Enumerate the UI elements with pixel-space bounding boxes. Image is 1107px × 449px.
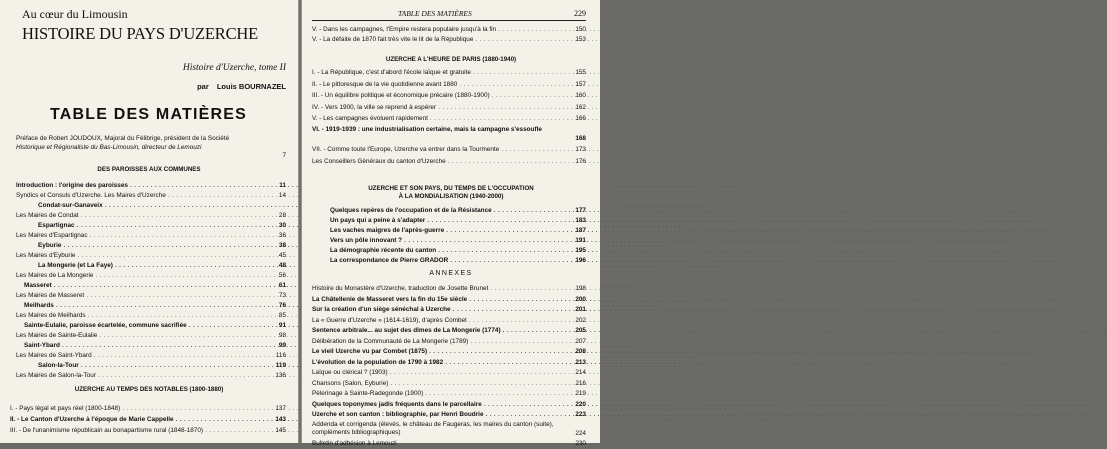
toc-entry-page: 207 — [575, 337, 586, 345]
toc-entry — [312, 126, 586, 144]
toc-entry-page: 136 — [275, 372, 286, 379]
toc-entry — [330, 206, 586, 216]
toc-entry — [312, 379, 586, 389]
running-header: TABLE DES MATIÈRES — [398, 9, 472, 18]
toc-entry-page: 177 — [575, 207, 586, 214]
toc-entry-title: Uzerche et son canton : bibliographie, par Henri Boudrie . . . — [312, 410, 572, 420]
toc-entry-page: 216 — [575, 379, 586, 387]
toc-entry-title: IV. - Vers 1900, la ville se reprend à espérer . . . — [312, 103, 572, 113]
toc-entry — [312, 439, 586, 449]
toc-entry-title: II. - Le pittoresque de la vie quotidienne avant 1880 . . . — [312, 80, 572, 90]
toc-entry — [312, 68, 586, 78]
toc-entry-title: Les Maires d'Eyburie . . . — [16, 251, 272, 261]
toc-entry — [16, 291, 286, 301]
toc-entry-page: 198 — [575, 285, 586, 292]
toc-entry-page: 14 — [278, 192, 286, 199]
toc-entry — [312, 337, 586, 347]
toc-entry — [16, 251, 286, 261]
toc-entry-page: 162 — [575, 103, 586, 111]
toc-entry-title: La Mongerie (et La Faye) . . . — [38, 261, 272, 271]
toc-entry-title: Sur la création d'un siège sénéchal à Uzerche . . . — [312, 305, 572, 315]
toc-entry-page: 38 — [278, 242, 286, 249]
header-rule — [312, 20, 586, 21]
section-heading-heure: UZERCHE A L'HEURE DE PARIS (1880-1940) — [385, 56, 517, 63]
toc-entry — [312, 421, 586, 439]
toc-entry — [16, 371, 286, 381]
section-heading-annexes: ANNEXES — [429, 270, 473, 277]
toc-entry-title: Les vaches maigres de l'après-guerre . . . — [330, 226, 572, 236]
toc-entry — [312, 35, 586, 45]
toc-entry-title: Syndics et Consuls d'Uzerche. Les Maires d'Uzerche . . . — [16, 191, 272, 201]
toc-entry-page: 48 — [278, 262, 286, 269]
toc-entry-page: 98 — [278, 332, 286, 339]
book-title: HISTOIRE DU PAYS D'UZERCHE — [22, 24, 258, 43]
toc-entry-page: 157 — [575, 80, 586, 88]
toc-entry-page: 219 — [575, 390, 586, 397]
toc-entry-page: 214 — [575, 369, 586, 376]
toc-entry — [312, 400, 586, 410]
section-heading-occupation-line-2: À LA MONDIALISATION (1940-2000) — [398, 193, 504, 200]
series-title: Au cœur du Limousin — [22, 7, 128, 21]
toc-entry — [16, 261, 286, 271]
toc-entry-title: Bulletin d'adhésion à Lemouzi . . . — [312, 439, 572, 449]
toc-entry — [16, 231, 286, 241]
toc-entry — [312, 157, 586, 167]
toc-entry — [312, 326, 586, 336]
preface-entry — [16, 135, 278, 152]
toc-entry — [312, 316, 586, 326]
toc-entry — [16, 211, 286, 221]
toc-entry-title: V. - La défaite de 1870 fait très vite le lit de la République . . . — [312, 35, 572, 45]
toc-entry-title: La Châtellenie de Masseret vers la fin du 15e siècle . . . — [312, 295, 572, 305]
toc-entry-page: 73 — [278, 292, 286, 299]
toc-entry-page: 223 — [575, 411, 586, 418]
toc-entry-title: III. - De l'unanimisme républicain au bonapartisme rural (1848-1870) . . . — [10, 426, 272, 436]
toc-entry — [16, 301, 286, 311]
toc-entry-title: VI. - 1919-1939 : une industrialisation certaine, mais la campagne s'essoufle — [312, 125, 542, 133]
toc-entry — [330, 246, 586, 256]
toc-entry-title: VII. - Comme toute l'Europe, Uzerche va entrer dans la Tourmente . . . — [312, 145, 572, 155]
toc-entry — [330, 236, 586, 246]
toc-entry-page: 137 — [275, 405, 286, 412]
author-name: Louis BOURNAZEL — [216, 82, 286, 91]
preface-line-1: Préface de Robert JOUDOUX, Majoral du Félibrige, président de la Société — [16, 135, 230, 142]
toc-list-heure — [312, 68, 586, 180]
toc-entry-page: 85 — [278, 312, 286, 319]
toc-entry-title: II. - Le Canton d'Uzerche à l'époque de Marie Cappelle . . . — [10, 415, 272, 425]
toc-entry — [312, 103, 586, 113]
toc-entry — [16, 241, 286, 251]
toc-entry — [16, 341, 286, 351]
toc-entry-page: 220 — [575, 400, 586, 408]
toc-entry — [312, 305, 586, 315]
toc-list-annexes — [312, 284, 586, 447]
left-page — [0, 0, 298, 443]
toc-entry-title: Eyburie . . . — [38, 241, 272, 251]
toc-entry-title: Introduction : l'origine des paroisses . . . — [16, 181, 272, 191]
toc-entry-page: 187 — [575, 227, 586, 234]
toc-entry-title: Pèlerinage à Sainte-Radegonde (1900) . . . — [312, 389, 572, 399]
toc-entry-page: 61 — [278, 282, 286, 289]
toc-entry-page: 28 — [278, 212, 286, 219]
section-heading-communes: DES PAROISSES AUX COMMUNES — [97, 166, 201, 173]
toc-entry-page: 176 — [575, 157, 586, 165]
preface-page: 7 — [282, 152, 286, 159]
toc-entry-title: Délibération de la Communauté de La Mongerie (1789) . . . — [312, 337, 572, 347]
toc-title: TABLE DES MATIÈRES — [50, 106, 248, 123]
toc-entry-page: 168 — [575, 134, 586, 142]
toc-entry — [16, 321, 286, 331]
toc-entry-title: Les Maires de Sainte-Eulalie . . . — [16, 331, 272, 341]
toc-entry — [312, 114, 586, 124]
toc-entry — [16, 311, 286, 321]
toc-entry-page: 155 — [575, 69, 586, 76]
toc-entry-title: La démographie récente du canton . . . — [330, 246, 572, 256]
toc-entry — [312, 25, 586, 35]
toc-entry-page: 224 — [575, 429, 586, 437]
toc-entry — [10, 404, 286, 414]
toc-entry-page: 208 — [575, 348, 586, 355]
toc-entry-page: 230 — [575, 440, 586, 447]
toc-entry — [16, 281, 286, 291]
toc-entry — [330, 226, 586, 236]
toc-entry-page: 45 — [278, 252, 286, 259]
toc-entry-title: Histoire du Monastère d'Uzerche, traduction de Josette Brunet . . . — [312, 284, 572, 294]
toc-entry-page: 119 — [275, 362, 286, 369]
book-subtitle: Histoire d'Uzerche, tome II — [182, 63, 286, 73]
toc-entry-title: L'évolution de la population de 1790 à 1982 . . . — [312, 358, 572, 368]
toc-entry-page: 150 — [575, 26, 586, 33]
toc-entry-page: 91 — [278, 322, 286, 329]
section-heading-occupation — [302, 185, 600, 201]
toc-entry — [10, 415, 286, 425]
toc-entry — [16, 361, 286, 371]
toc-entry-title: Les Maires de Saint-Ybard . . . — [16, 351, 272, 361]
toc-entry-title: I. - La République, c'est d'abord l'école laïque et gratuite . . . — [312, 68, 572, 78]
toc-entry-title: Les Maires d'Espartignac . . . — [16, 231, 272, 241]
toc-entry-page: 143 — [275, 416, 286, 423]
toc-entry-title: Un pays qui a peine à s'adapter . . . — [330, 216, 572, 226]
toc-entry-title: Les Maires de Masseret . . . — [16, 291, 272, 301]
toc-entry-page: 200 — [575, 295, 586, 303]
right-page — [302, 0, 600, 447]
toc-entry-title: V. - Les campagnes évoluent rapidement . . . — [312, 114, 572, 124]
toc-entry-title: Meilhards . . . — [24, 301, 272, 311]
toc-entry-page: 160 — [575, 92, 586, 99]
toc-list-communes — [16, 181, 286, 381]
toc-entry-title: Les Maires de Condat . . . — [16, 211, 272, 221]
toc-entry-page: 56 — [278, 272, 286, 279]
author-prefix: par — [197, 82, 209, 91]
toc-entry — [16, 181, 286, 191]
toc-entry — [312, 284, 586, 294]
toc-entry-title: Laïque ou clérical ? (1903) . . . — [312, 368, 572, 378]
toc-entry — [16, 201, 286, 211]
toc-entry-page: 213 — [575, 358, 586, 366]
toc-entry-page: 201 — [575, 306, 586, 313]
toc-entry — [16, 191, 286, 201]
toc-entry-page: 191 — [575, 237, 586, 244]
toc-entry — [312, 91, 586, 101]
toc-entry-title: Chansons (Salon, Eyburie) . . . — [312, 379, 572, 389]
toc-entry-page: 116 — [275, 352, 286, 359]
toc-entry-page: 76 — [278, 302, 286, 309]
toc-entry-page: 99 — [278, 342, 286, 349]
author-line — [197, 82, 286, 91]
toc-entry-page: 173 — [575, 146, 586, 153]
toc-entry — [16, 271, 286, 281]
toc-entry-title: La correspondance de Pierre GRADOR . . . — [330, 256, 572, 266]
toc-list-occupation — [330, 206, 586, 266]
preface-line-2: Historique et Régionaliste du Bas-Limousin, directeur de Lemouzi — [16, 143, 202, 151]
page-number: 229 — [574, 9, 586, 18]
toc-entry-title: Vers un pôle innovant ? . . . — [330, 236, 572, 246]
toc-list-empire — [312, 25, 586, 47]
toc-entry — [312, 347, 586, 357]
toc-entry-title: Sainte-Eulalie, paroisse écartelée, commune sacrifiée . . . — [24, 321, 272, 331]
toc-entry-title: Les Maires de La Mongerie . . . — [16, 271, 272, 281]
toc-entry-title: La « Guerre d'Uzerche » (1614-1619), d'après Combet . . . — [312, 316, 572, 326]
toc-entry — [10, 426, 286, 436]
toc-entry-page: 153 — [575, 36, 586, 43]
toc-entry — [16, 221, 286, 231]
toc-entry — [312, 295, 586, 305]
toc-entry-page: 145 — [275, 427, 286, 434]
toc-entry-title: Condat-sur-Ganaveix . . . — [38, 201, 272, 211]
toc-entry — [312, 410, 586, 420]
toc-entry — [312, 145, 586, 155]
toc-entry-page: 166 — [575, 115, 586, 122]
toc-entry-title: III. - Un équilibre politique et économique précaire (1880-1900) . . . — [312, 91, 572, 101]
toc-entry-title: I. - Pays légal et pays réel (1800-1848) . . . — [10, 404, 272, 414]
toc-entry-title: Espartignac . . . — [38, 221, 272, 231]
toc-entry-title: Quelques repères de l'occupation et de la Résistance . . . — [330, 206, 572, 216]
toc-entry-page: 205 — [575, 327, 586, 334]
toc-entry-page: 30 — [278, 222, 286, 229]
toc-entry-title: Addenda et corrigenda (élevés, le château de Faugeras, les maires du canton (suite), compléments bibliographiques) — [312, 420, 554, 436]
toc-entry — [312, 80, 586, 90]
toc-entry-page: 36 — [278, 232, 286, 239]
toc-entry-page: 202 — [575, 316, 586, 324]
toc-entry-title: V. - Dans les campagnes, l'Empire restera populaire jusqu'à la fin . . . — [312, 25, 572, 35]
toc-entry — [312, 368, 586, 378]
toc-entry-title: Saint-Ybard . . . — [24, 341, 272, 351]
toc-list-notables — [10, 404, 286, 440]
toc-entry — [312, 389, 586, 399]
toc-entry-title: Les Conseillers Généraux du canton d'Uzerche . . . — [312, 157, 572, 167]
toc-entry — [16, 351, 286, 361]
toc-entry-page: 195 — [575, 247, 586, 254]
toc-entry-title: Sentence arbitrale... au sujet des dîmes de La Mongerie (1774) . . . — [312, 326, 572, 336]
section-heading-occupation-line-1: UZERCHE ET SON PAYS, DU TEMPS DE L'OCCUPATION — [368, 185, 534, 192]
toc-entry-title: Les Maires de Salon-la-Tour . . . — [16, 371, 272, 381]
toc-entry-title: Masseret . . . — [24, 281, 272, 291]
toc-entry — [16, 331, 286, 341]
toc-entry — [330, 216, 586, 226]
toc-entry-page: 11 — [279, 182, 286, 189]
toc-entry — [330, 256, 586, 266]
toc-entry-title: Les Maires de Meilhards . . . — [16, 311, 272, 321]
toc-entry-page: 183 — [575, 217, 586, 224]
toc-entry-page: 196 — [575, 257, 586, 264]
toc-entry-title: Le vieil Uzerche vu par Combet (1875) . . . — [312, 347, 572, 357]
toc-entry-title: Quelques toponymes jadis fréquents dans le parcellaire . . . — [312, 400, 572, 410]
toc-entry — [312, 358, 586, 368]
section-heading-notables: UZERCHE AU TEMPS DES NOTABLES (1800-1880) — [74, 386, 224, 393]
toc-entry-title: Salon-la-Tour . . . — [38, 361, 272, 371]
